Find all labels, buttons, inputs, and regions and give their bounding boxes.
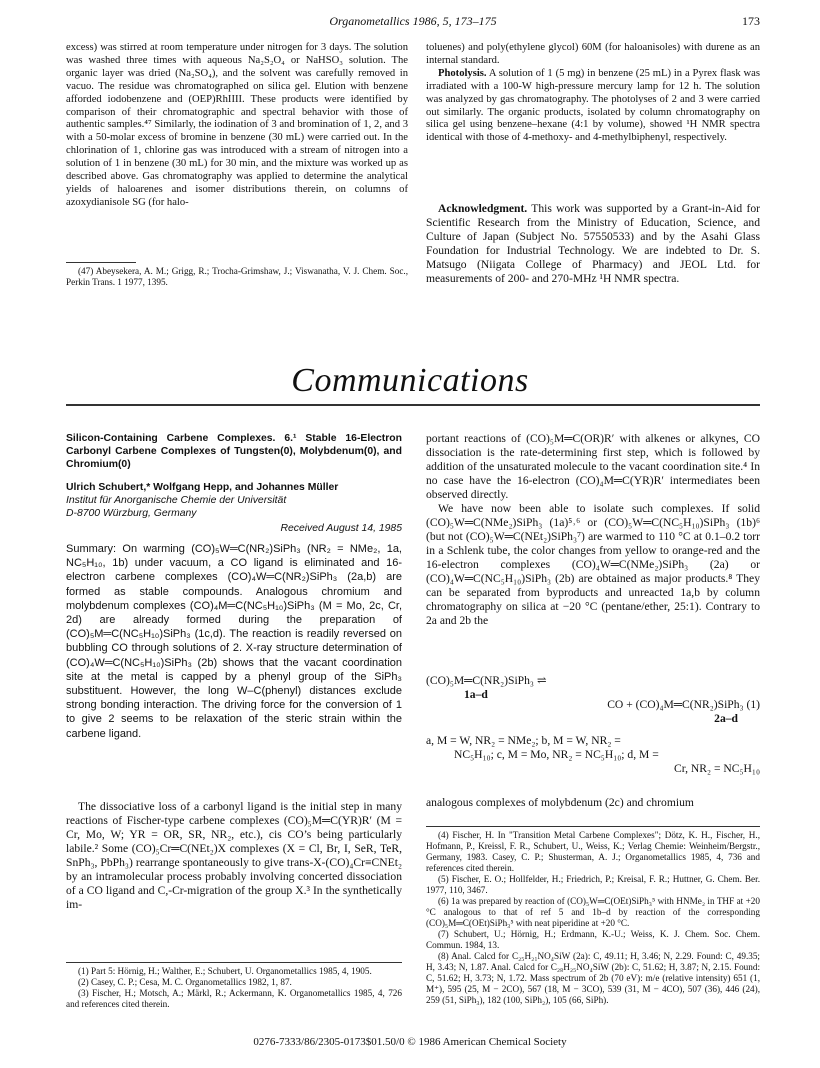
footnote-5: (5) Fischer, E. O.; Hollfelder, H.; Friedrich, P.; Kreisal, F. R.; Huttner, G. Chem. Ber. 1977, 110, 3467.: [426, 874, 760, 895]
intro-paragraph: The dissociative loss of a carbonyl ligand is the initial step in many reactions of Fischer-type carbene complexes (CO)₅M═C(YR)R′ (M = Cr, Mo, W; YR = OR, SR, NR₂, etc.), cis CO’s being particularly labile.² Some (CO)₅Cr═C(NEt₂)X complexes (X = Cl, Br, I, SeR, TeR, SnPh₃, PbPh₃) rearrange spontaneously to give trans-X-(CO)₄Cr≡CNEt₂ by an intramolecular process probably involving concerted dissociation of a CO ligand and C,-Cr-migration of the group X.³ In the synthetically im-: [66, 800, 402, 911]
right-top-p1: toluenes) and poly(ethylene glycol) 60M (for haloanisoles) with durene as an internal standard.: [426, 42, 760, 66]
acknowledgment-text: This work was supported by a Grant-in-Aid for Scientific Research from the Ministry of Education, Science, and Culture of Japan (Subject No. 57550533) and by the Asahi Glass Foundation for Industrial Technology. We are indebted to Dr. S. Matsugo (Niigata College of Pharmacy) and JEOL Ltd. for measurements of 200- and 270-MHz ¹H NMR spectra.: [426, 202, 760, 285]
article-left-body: [66, 800, 402, 912]
section-rule: [66, 404, 760, 406]
acknowledgment-heading: Acknowledgment.: [438, 202, 528, 215]
left-top-column: [66, 42, 408, 210]
equation-definitions-1: a, M = W, NR₂ = NMe₂; b, M = W, NR₂ =: [426, 734, 621, 747]
article-right-column: [426, 432, 760, 628]
footnote-3: (3) Fischer, H.; Motsch, A.; Märkl, R.; Ackermann, K. Organometallics 1985, 4, 726 and references cited therein.: [66, 988, 402, 1009]
summary: Summary: On warming (CO)₅W═C(NR₂)SiPh₃ (NR₂ = NMe₂, 1a, NC₅H₁₀, 1b) under vacuum, a CO ligand is eliminated and 16-electron carbene complexes (CO)₄W═C(NR₂)SiPh₃ (2a,b) are formed as stable compounds. Analogous chromium and molybdenum complexes (CO)₄M═C(NC₅H₁₀)SiPh₃ (M = Mo, 2c, Cr, 2d) are already formed during the preparation of (CO)₅M═C(NC₅H₁₀)SiPh₃ (1c,d). The reaction is readily reversed on bubbling CO through solutions of 2. X-ray structure determination of (CO)₄W═C(NC₅H₁₀)SiPh₃ (2b) shows that the vacant coordination site at the metal is capped by a phenyl group of the SiPh₃ substituent. However, the long W–C(phenyl) distances exclude strong bonding interaction. The driving force for the conversion of 1 to give 2 seems to be relaxation of the steric strain within the carbene ligand.: [66, 542, 402, 740]
photolysis-paragraph: [426, 68, 760, 145]
article-left-column: [66, 432, 402, 741]
section-title: Communications: [291, 362, 529, 399]
footnote-7: (7) Schubert, U.; Hörnig, H.; Erdmann, K.-U.; Weiss, K. J. Chem. Soc. Chem. Commun. 1984, 13.: [426, 929, 760, 950]
right-top-column: [426, 42, 760, 145]
left-top-body: excess) was stirred at room temperature under nitrogen for 3 days. The solution was washed three times with aqueous Na₂S₂O₄ or NaHSO₃ solution. The organic layer was dried (Na₂SO₄), and the solvent was carefully removed in vacuo. The residue was chromatographed on silica gel. Elution with benzene afforded iodobenzene and (OEP)RhIIII. These products were identified by comparison of their chromatographic and spectral behavior with those of authentic samples.⁴⁷ Similarly, the iodination of 3 and bromination of 1, 2, and 3 with a 50-molar excess of bromine in benzene (30 mL) were carried out. In the chlorination of 1, chlorine gas was introduced with a stream of nitrogen into a solution of 1 in benzene (30 mL) for 30 min, and the mixture was worked up as described above. Gas chromatography was applied to determine the analytical yields of haloarenes and isomer distributions therein, on columns of azoxydianisole SG (for halo-: [66, 42, 408, 208]
footnote-2: (2) Casey, C. P.; Cesa, M. C. Organometallics 1982, 1, 87.: [78, 977, 292, 987]
equation-label-2a-d: 2a–d: [714, 712, 738, 725]
footnote-4: (4) Fischer, H. In "Transition Metal Carbene Complexes"; Dötz, K. H., Fischer, H., Hofmann, P., Kreissl, F. R., Schubert, U., Weiss, K.; Verlag Chemie: Weinheim/Bergstr., Germany, 1983. Casey, C. P.; Shusterman, A. J.; Organometallics 1985, 4, 736 and references cited therein.: [426, 830, 760, 873]
footnote-rule: [66, 262, 136, 263]
running-header: [66, 14, 760, 32]
footnote-6: (6) 1a was prepared by reaction of (CO)₅W═C(OEt)SiPh₃⁵ with HNMe₂ in THF at +20 °C analogous to that of ref 5 and 1b–d by reaction of the corresponding (CO)₅M═C(OEt)SiPh₃⁵ with neat piperidine at +20 °C.: [426, 896, 760, 928]
affiliation-line-1: Institut für Anorganische Chemie der Universität: [66, 495, 287, 506]
right-footnote-rule: [426, 826, 760, 827]
equation-1: [426, 674, 760, 776]
right-footnotes: [426, 830, 760, 1006]
equation-reactant: (CO)₅M═C(NR₂)SiPh₃ ⇌: [426, 674, 547, 687]
body-right-1: portant reactions of (CO)₅M═C(OR)R′ with alkenes or alkynes, CO dissociation is the rate-determining first step, which is followed by addition of the unsaturated molecule to the vacant coordination site.⁴ In no case have the 16-electron (CO)₄M═C(YR)R′ intermediates been observed directly.: [426, 432, 760, 501]
acknowledgment-paragraph: [426, 202, 760, 286]
footnote-1: (1) Part 5: Hörnig, H.; Walther, E.; Schubert, U. Organometallics 1985, 4, 1905.: [78, 966, 372, 976]
journal-citation: Organometallics 1986, 5, 173–175: [329, 14, 497, 28]
received-date: Received August 14, 1985: [280, 523, 402, 534]
article-title: Silicon-Containing Carbene Complexes. 6.¹ Stable 16-Electron Carbonyl Carbene Complexes of Tungsten(0), Molybdenum(0), and Chromium(0): [66, 433, 402, 470]
acknowledgment: [426, 202, 760, 286]
equation-definitions-2: NC₅H₁₀; c, M = Mo, NR₂ = NC₅H₁₀; d, M =: [454, 748, 659, 761]
equation-products: CO + (CO)₄M═C(NR₂)SiPh₃ (1): [607, 698, 760, 711]
footnote-8: (8) Anal. Calcd for C₂₅H₂₁NO₄SiW (2a): C, 49.11; H, 3.46; N, 2.29. Found: C, 49.35; H, 3.43; N, 1.87. Anal. Calcd for C₂₈H₂₅NO₄SiW (2b): C, 51.62; H, 3.87; N, 2.15. Found: C, 51.62; H, 3.73; N, 1.72. Mass spectrum of 2b (70 eV): m/e (relative intensity) 651 (1, M⁺), 595 (25, M − 2CO), 567 (18, M − 3CO), 539 (31, M − 4CO), 507 (36), 446 (24), 259 (51, SiPh₃), 182 (100, SiPh₂), 105 (66, SiPh).: [426, 951, 760, 1005]
body-right-2: We have now been able to isolate such complexes. If solid (CO)₅W═C(NMe₂)SiPh₃ (1a)⁵˒⁶ or (CO)₅W═C(NC₅H₁₀)SiPh₃ (1b)⁶ (but not (CO)₅W═C(NEt₂)SiPh₃⁷) are warmed to 110 °C at 0.1–0.2 torr in a Schlenk tube, the color changes from yellow to orange-red and the 16-electron complexes (CO)₄W═C(NMe₂)SiPh₃ (2a) or (CO)₄W═C(NC₅H₁₀)SiPh₃ (2b) are obtained as major products.⁸ They can be separated from byproducts and unreacted 1a,b by column chromatography on silica at −20 °C (pentane/ether, 25:1). Contrary to 2a and 2b the: [426, 502, 760, 627]
article-authors: Ulrich Schubert,* Wolfgang Hepp, and Johannes Müller: [66, 482, 339, 493]
footnote-47: (47) Abeysekera, A. M.; Grigg, R.; Trocha-Grimshaw, J.; Viswanatha, V. J. Chem. Soc., Perkin Trans. 1 1977, 1395.: [66, 266, 408, 287]
body-right-3-wrap: [426, 796, 760, 810]
equation-label-1a-d: 1a–d: [464, 688, 488, 701]
page-footer: 0276-7333/86/2305-0173$01.50/0 © 1986 American Chemical Society: [253, 1036, 567, 1048]
left-top-footnote: [66, 266, 408, 288]
body-right-3: analogous complexes of molybdenum (2c) and chromium: [426, 796, 694, 809]
affiliation-line-2: D-8700 Würzburg, Germany: [66, 508, 197, 519]
photolysis-heading: Photolysis.: [438, 67, 487, 79]
photolysis-text: A solution of 1 (5 mg) in benzene (25 mL) in a Pyrex flask was irradiated with a 100-W high-pressure mercury lamp for 12 h. The solution was analyzed by gas chromatography. The photolyses of 2 and 3 were carried out similarly. The organic products, isolated by column chromatography on silica gel using benzene–hexane (4:1 by volume), showed ¹H NMR spectra identical with those of 4-methoxy- and 4-methylbiphenyl, respectively.: [426, 67, 760, 144]
equation-definitions-3: Cr, NR₂ = NC₅H₁₀: [673, 762, 760, 775]
left-footnotes: [66, 966, 402, 1010]
left-footnote-rule: [66, 962, 402, 963]
page-number: 173: [742, 14, 760, 28]
